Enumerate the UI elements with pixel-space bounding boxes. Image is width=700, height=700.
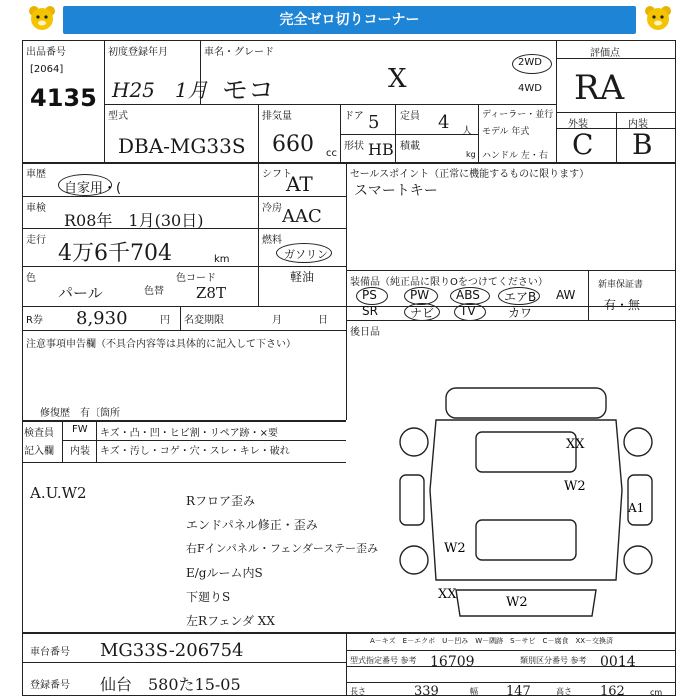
capacity-value: 4 <box>438 112 450 133</box>
registration-label: 初度登録年月 <box>108 47 168 58</box>
remark-line: Rフロア歪み <box>186 494 256 508</box>
equipment-leather: カワ <box>508 306 533 320</box>
history-label: 車歴 <box>26 169 46 180</box>
damage-mark: W2 <box>564 479 586 494</box>
damage-mark: W2 <box>444 541 466 556</box>
color-code-label: 色コード <box>176 273 216 284</box>
color-label: 色 <box>26 273 36 284</box>
damage-mark: XX <box>438 587 457 602</box>
remark-line: 左Rフェンダ XX <box>186 614 275 628</box>
fuel-label: 燃料 <box>262 235 282 246</box>
checker-row2-tag: 内装 <box>70 446 90 457</box>
cooling-label: 冷房 <box>262 203 282 214</box>
displacement-value: 660 <box>272 132 314 157</box>
lot-number: 4135 <box>30 84 97 112</box>
grade-label: 評価点 <box>590 48 620 59</box>
checker-row2: キズ・汚し・コゲ・穴・スレ・キレ・破れ <box>100 446 290 457</box>
recycle-unit: 円 <box>160 315 170 326</box>
equipment-abs: ABS <box>456 288 480 302</box>
remark-line: 下廻りS <box>186 590 231 604</box>
equipment-label: 装備品（純正品に限りOをつけてください） <box>350 277 548 288</box>
page-title: 完全ゼロ切りコーナー <box>63 6 636 34</box>
cooling-value: AAC <box>282 206 322 227</box>
handle-label: ハンドル 左・右 <box>482 151 548 161</box>
equipment-ps: PS <box>362 288 377 302</box>
displacement-label: 排気量 <box>262 111 292 122</box>
drive-2wd: 2WD <box>518 57 542 68</box>
ext-grade: C <box>572 128 594 161</box>
warranty-value: 有・無 <box>604 298 641 312</box>
height-value: 162 <box>600 684 625 699</box>
class-code: 0014 <box>600 654 636 670</box>
grade-score: RA <box>574 68 625 108</box>
damage-mark: XX <box>566 437 585 452</box>
equipment-airbag: エアB <box>504 290 537 304</box>
model-code-label: 型式指定番号 参考 <box>350 656 417 665</box>
fuel-gasoline: ガソリン <box>284 248 328 261</box>
recycle-label: R券 <box>26 315 43 326</box>
equipment-tv: TV <box>460 304 476 318</box>
load-unit: kg <box>466 150 476 159</box>
name-change-month: 月 <box>272 315 282 326</box>
remark-line: エンドパネル修正・歪み <box>186 518 318 532</box>
car-label: 車名・グレード <box>204 47 274 58</box>
warranty-label: 新車保証書 <box>598 280 644 290</box>
shift-label: シフト <box>262 169 292 180</box>
bear-mascot-icon <box>644 4 672 32</box>
repair-label: 修復歴 有〔箇所 <box>40 408 120 419</box>
color-value: パール <box>58 284 103 302</box>
fuel-diesel: 軽油 <box>290 270 315 284</box>
model-value: DBA-MG33S <box>118 134 246 158</box>
width-value: 147 <box>506 684 531 699</box>
mileage-value: 4万6千704 <box>58 241 172 266</box>
shape-label: 形状 <box>344 141 364 152</box>
equipment-sr: SR <box>362 304 378 318</box>
damage-mark: W2 <box>506 595 528 610</box>
remarks-left: A.U.W2 <box>30 484 87 502</box>
model-year-label: モデル 年式 <box>482 127 530 137</box>
drive-4wd: 4WD <box>518 83 542 94</box>
inspection-value: R08年 1月(30日) <box>64 211 204 230</box>
dealer-label: ディーラー・並行 <box>482 110 554 120</box>
equipment-aw: AW <box>556 288 576 302</box>
checker-label-2: 記入欄 <box>24 446 54 457</box>
car-damage-diagram <box>396 380 666 630</box>
recycle-value: 8,930 <box>76 308 128 329</box>
damage-mark: A1 <box>628 501 645 515</box>
notes-label: 注意事項申告欄（不具合内容等は具体的に記入して下さい） <box>26 339 296 350</box>
equipment-pw: PW <box>410 288 430 302</box>
shape-value: HB <box>368 140 394 159</box>
mileage-unit: km <box>214 254 230 265</box>
class-code-label: 類別区分番号 参考 <box>520 656 587 665</box>
equipment-navi: ナビ <box>410 306 435 320</box>
ext-label: 外装 <box>568 119 588 130</box>
registration-value: H25 1月 <box>112 78 208 102</box>
rear-seat-label: 後日品 <box>350 327 380 338</box>
color-change-label: 色替 <box>144 286 164 297</box>
remark-line: E/gルーム内S <box>186 566 263 580</box>
remark-line: 右Fインパネル・フェンダーステー歪み <box>186 542 379 555</box>
color-code: Z8T <box>196 284 226 302</box>
sales-label: セールスポイント（正常に機能するものに限ります） <box>350 169 590 180</box>
lot-label: 出品番号 <box>26 47 66 58</box>
plate-label: 登録番号 <box>30 680 70 691</box>
sales-value: スマートキー <box>354 183 438 199</box>
width-label: 幅 <box>470 687 478 696</box>
mileage-label: 走行 <box>26 235 46 246</box>
length-label: 長さ <box>350 687 366 696</box>
length-value: 339 <box>414 684 439 699</box>
history-value: 自家用・( <box>64 181 122 196</box>
car-grade: X <box>388 64 407 94</box>
checker-label-1: 検査員 <box>24 428 54 439</box>
name-change-day: 日 <box>318 315 328 326</box>
int-grade: B <box>632 128 653 161</box>
lot-sub: [2064] <box>30 64 64 75</box>
spec-unit: cm <box>650 688 663 697</box>
displacement-unit: cc <box>326 148 337 159</box>
bear-mascot-icon <box>28 4 56 32</box>
shift-value: AT <box>286 172 313 196</box>
load-label: 積載 <box>400 141 420 152</box>
name-change-label: 名変期限 <box>184 315 224 326</box>
doors-value: 5 <box>368 112 380 133</box>
int-label: 内装 <box>628 119 648 130</box>
checker-row1-tag: FW <box>72 424 88 435</box>
capacity-label: 定員 <box>400 111 420 122</box>
inspection-label: 車検 <box>26 203 46 214</box>
model-code: 16709 <box>430 654 475 670</box>
doors-label: ドア <box>344 111 364 122</box>
diagram-legend: A－キズ E－エクボ U－凹み W－隅跡 S－サビ C－腐食 XX－交換済 <box>370 637 614 645</box>
plate-value: 仙台 580た15-05 <box>100 675 241 694</box>
chassis-value: MG33S-206754 <box>100 640 244 661</box>
capacity-unit: 人 <box>462 126 472 137</box>
height-label: 高さ <box>556 687 572 696</box>
checker-row1: キズ・凸・凹・ヒビ割・リペア跡・×要 <box>100 428 278 439</box>
car-name: モコ <box>222 76 275 106</box>
model-label: 型式 <box>108 111 128 122</box>
chassis-label: 車台番号 <box>30 647 70 658</box>
